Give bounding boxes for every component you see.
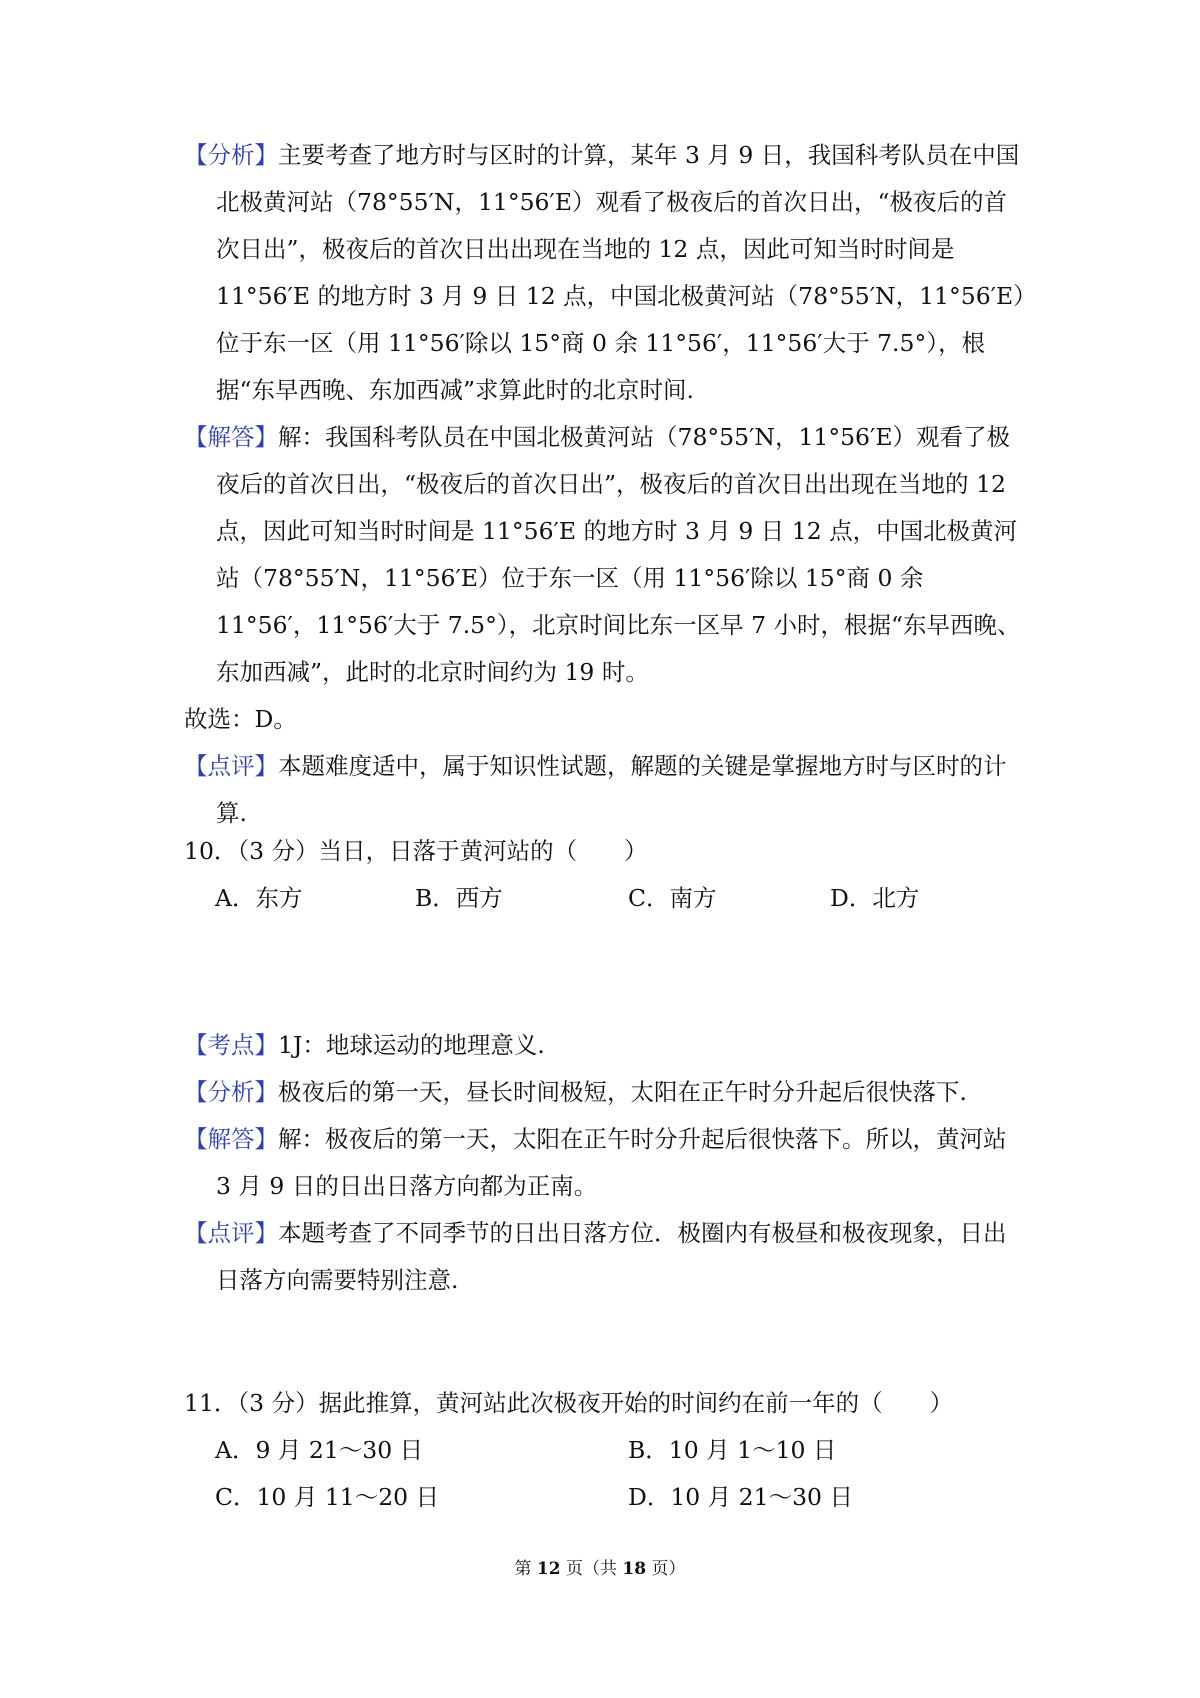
question-11-options <box>215 1427 1015 1521</box>
analysis-paragraph-2 <box>184 1069 1028 1116</box>
option-d[interactable]: D．北方 <box>830 884 920 912</box>
option-c[interactable]: C．10 月 11～20 日 <box>215 1483 440 1511</box>
choice-line: 故选：D。 <box>184 705 297 733</box>
q10-explanation <box>184 1022 1028 1304</box>
answer-paragraph-2 <box>184 1116 1028 1210</box>
analysis-tag-2: 【分析】 <box>184 1078 278 1106</box>
point-paragraph <box>184 1022 1028 1069</box>
question-11 <box>184 1380 1028 1427</box>
q9-explanation <box>184 132 1028 837</box>
answer-paragraph <box>184 414 1028 696</box>
comment-text-2: 本题考查了不同季节的日出日落方位．极圈内有极昼和极夜现象，日出日落方向需要特别注意. <box>216 1219 1007 1294</box>
answer-text-2: 解：极夜后的第一天，太阳在正午时分升起后很快落下。所以，黄河站 3 月 9 日的日出日落方向都为正南。 <box>216 1125 1007 1200</box>
footer-prefix: 第 <box>514 1559 537 1579</box>
comment-text: 本题难度适中，属于知识性试题，解题的关键是掌握地方时与区时的计算. <box>216 752 1007 827</box>
option-c[interactable]: C．南方 <box>628 884 717 912</box>
answer-tag-2: 【解答】 <box>184 1125 278 1153</box>
footer-total-pages: 18 <box>622 1559 647 1579</box>
question-10-options <box>215 875 1015 922</box>
analysis-paragraph <box>184 132 1028 414</box>
answer-tag: 【解答】 <box>184 423 278 451</box>
option-a[interactable]: A．东方 <box>215 884 303 912</box>
option-b[interactable]: B．10 月 1～10 日 <box>628 1436 837 1464</box>
point-text: 1J：地球运动的地理意义. <box>278 1031 545 1059</box>
footer-suffix: 页） <box>646 1559 686 1579</box>
option-d[interactable]: D．10 月 21～30 日 <box>628 1483 853 1511</box>
point-tag: 【考点】 <box>184 1031 278 1059</box>
page-footer <box>0 1557 1200 1581</box>
comment-tag: 【点评】 <box>184 752 278 780</box>
answer-text: 解：我国科考队员在中国北极黄河站（78°55′N，11°56′E）观看了极夜后的首次日出，“极夜后的首次日出”，极夜后的首次日出出现在当地的 12 点，因此可知当时时间是 11°56′E 的地方时 3 月 9 日 12 点，中国北极黄河站（78°55′N，11°56′E）位于东一区（用 11°56′除以 15°商 0 余 11°56′，11°56′大于 7.5°），北京时间比东一区早 7 小时，根据“东早西晚、东加西减”，此时的北京时间约为 19 时。 <box>216 423 1021 686</box>
comment-paragraph <box>184 743 1028 837</box>
option-a[interactable]: A．9 月 21～30 日 <box>215 1436 424 1464</box>
question-10 <box>184 828 1028 875</box>
option-b[interactable]: B．西方 <box>415 884 503 912</box>
question-10-title: 10．（3 分）当日，日落于黄河站的（ ） <box>184 837 648 865</box>
question-11-title: 11．（3 分）据此推算，黄河站此次极夜开始的时间约在前一年的（ ） <box>184 1389 954 1417</box>
footer-page-number: 12 <box>536 1559 561 1579</box>
analysis-text: 主要考查了地方时与区时的计算，某年 3 月 9 日，我国科考队员在中国北极黄河站（78°55′N，11°56′E）观看了极夜后的首次日出，“极夜后的首次日出”，极夜后的首次日出出现在当地的 12 点，因此可知当时时间是 11°56′E 的地方时 3 月 9 日 12 点，中国北极黄河站（78°55′N，11°56′E）位于东一区（用 11°56′除以 15°商 0 余 11°56′，11°56′大于 7.5°），根据“东早西晚、东加西减”求算此时的北京时间. <box>216 141 1025 404</box>
comment-paragraph-2 <box>184 1210 1028 1304</box>
analysis-text-2: 极夜后的第一天，昼长时间极短，太阳在正午时分升起后很快落下. <box>278 1078 967 1106</box>
analysis-tag: 【分析】 <box>184 141 278 169</box>
footer-middle: 页（共 <box>560 1559 623 1579</box>
comment-tag-2: 【点评】 <box>184 1219 278 1247</box>
